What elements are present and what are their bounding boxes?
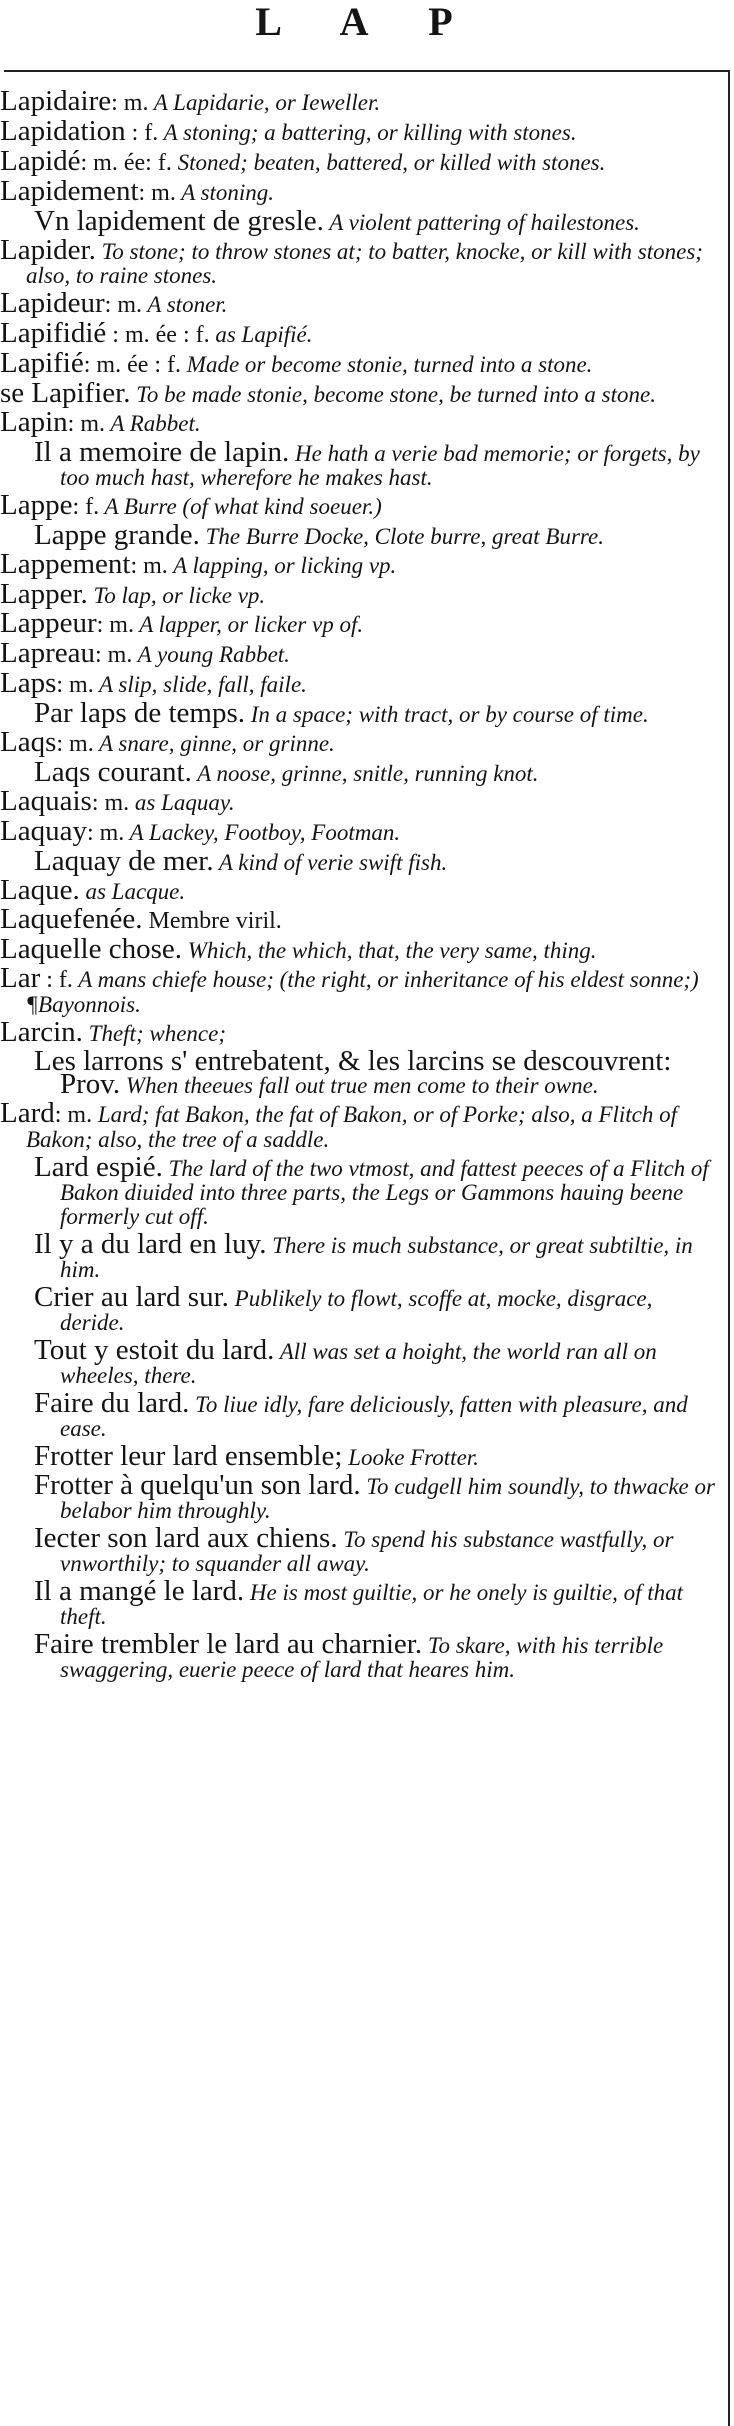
- entry-definition: To stone; to throw stones at; to batter, knocke, or kill with stones; also, to raine stones.: [26, 239, 703, 288]
- entry-definition: There is much substance, or great subtiltie, in him.: [60, 1233, 693, 1282]
- entry-grammar: : m. ée: f.: [80, 150, 172, 176]
- entry-definition: To skare, with his terrible swaggering, euerie peece of lard that heares him.: [60, 1633, 664, 1682]
- dictionary-entry: [0, 607, 722, 639]
- entry-headword: Lapider.: [0, 234, 96, 266]
- entry-definition: A lapping, or licking vp.: [167, 553, 397, 578]
- sub-entry: [34, 1281, 722, 1335]
- entry-grammar: : m.: [138, 180, 176, 206]
- sub-entry: [34, 1440, 722, 1472]
- entry-headword: Lappe grande.: [34, 519, 200, 551]
- sub-entry: [34, 519, 722, 551]
- dictionary-entry: [0, 1016, 722, 1048]
- entry-definition: In a space; with tract, or by course of time.: [245, 702, 649, 727]
- entry-headword: Lapidaire: [0, 85, 112, 117]
- dictionary-entries: [0, 85, 722, 1686]
- dictionary-entry: [0, 933, 722, 965]
- entry-headword: Lapin: [0, 406, 68, 438]
- sub-entry: [34, 436, 722, 490]
- dictionary-entry: [0, 667, 722, 699]
- entry-definition: All was set a hoight, the world ran all on wheeles, there.: [60, 1339, 657, 1388]
- entry-definition: A stoner.: [142, 292, 228, 317]
- entry-definition: A mans chiefe house; (the right, or inheritance of his eldest sonne;) ¶Bayonnois.: [26, 967, 699, 1017]
- entry-headword: Iecter son lard aux chiens.: [34, 1522, 338, 1554]
- entry-definition: Theft; whence;: [82, 1021, 226, 1046]
- entry-definition: Looke Frotter.: [342, 1445, 479, 1470]
- entry-headword: Lapifié: [0, 347, 84, 379]
- entry-headword: Laquais: [0, 785, 92, 817]
- entry-definition: A snare, ginne, or grinne.: [93, 731, 335, 756]
- sub-entry: [34, 1334, 722, 1388]
- entry-grammar: : m.: [56, 672, 94, 698]
- entry-grammar: : f.: [40, 967, 73, 993]
- entry-grammar: : m.: [56, 731, 94, 757]
- entry-headword: Lard espié.: [34, 1151, 163, 1183]
- entry-grammar: : m.: [67, 411, 105, 437]
- entry-definition: A slip, slide, fall, faile.: [93, 672, 307, 697]
- entry-grammar: : m. ée : f.: [83, 352, 182, 378]
- dictionary-entry: [0, 1097, 722, 1152]
- entry-headword: Larcin.: [0, 1016, 83, 1048]
- entry-grammar: : m.: [111, 90, 149, 116]
- dictionary-entry: [0, 815, 722, 847]
- dictionary-entry: [0, 548, 722, 580]
- entry-definition: A lapper, or licker vp of.: [133, 612, 364, 637]
- entry-definition: Lard; fat Bakon, the fat of Bakon, or of Porke; also, a Flitch of Bakon; also, the tree of a saddle.: [26, 1102, 678, 1152]
- entry-grammar: : m. ée : f.: [106, 322, 210, 348]
- dictionary-entry: [0, 874, 722, 906]
- running-head: L A P: [255, 0, 479, 44]
- dictionary-entry: [0, 234, 722, 288]
- entry-definition: To be made stonie, become stone, be turned into a stone.: [130, 382, 656, 407]
- entry-definition: as Laquay.: [129, 790, 235, 815]
- entry-definition: To cudgell him soundly, to thwacke or belabor him throughly.: [60, 1474, 715, 1523]
- entry-headword: Laqs courant.: [34, 756, 192, 788]
- entry-headword: Frotter à quelqu'un son lard.: [34, 1469, 361, 1501]
- entry-grammar: : m.: [130, 553, 168, 579]
- entry-headword: Faire trembler le lard au charnier.: [34, 1628, 423, 1660]
- entry-headword: Laquay: [0, 815, 87, 847]
- sub-entry: [34, 1151, 722, 1229]
- entry-definition: as Lacque.: [79, 879, 186, 904]
- dictionary-entry: [0, 287, 722, 319]
- entry-definition: To liue idly, fare deliciously, fatten with pleasure, and ease.: [60, 1392, 688, 1441]
- entry-definition: To lap, or licke vp.: [87, 583, 266, 608]
- entry-grammar: : m.: [91, 790, 130, 816]
- sub-entry: [34, 1469, 722, 1523]
- entry-headword: Laquay de mer.: [34, 845, 214, 877]
- entry-definition: Stoned; beaten, battered, or killed with stones.: [171, 150, 606, 175]
- entry-definition: Publikely to flowt, scoffe at, mocke, disgrace, deride.: [60, 1286, 653, 1335]
- entry-headword: Lapideur: [0, 287, 105, 319]
- entry-grammar: : m.: [96, 612, 134, 638]
- entry-grammar: : f.: [72, 494, 100, 520]
- entry-headword: Laquelle chose.: [0, 933, 182, 965]
- dictionary-entry: [0, 347, 722, 379]
- sub-entry: [34, 1228, 722, 1282]
- entry-grammar: : m.: [104, 292, 143, 318]
- entry-headword: Il a mangé le lard.: [34, 1575, 245, 1607]
- entry-headword: Faire du lard.: [34, 1387, 190, 1419]
- entry-definition: When theeues fall out true men come to their owne.: [120, 1073, 599, 1098]
- entry-headword: Lappeur: [0, 607, 97, 639]
- entry-headword: se Lapifier.: [0, 377, 131, 409]
- entry-headword: Lar: [0, 962, 41, 994]
- dictionary-entry: [0, 726, 722, 758]
- entry-headword: Lapidation: [0, 115, 126, 147]
- entry-definition: A stoning.: [175, 180, 275, 205]
- dictionary-entry: [0, 115, 722, 147]
- sub-entry: [34, 845, 722, 877]
- entry-definition: A Rabbet.: [105, 411, 201, 436]
- entry-headword: Lapidé: [0, 145, 81, 177]
- entry-headword: Lard: [0, 1097, 55, 1129]
- sub-entry: [34, 1387, 722, 1441]
- sub-entry: [34, 1522, 722, 1576]
- entry-grammar: : f.: [125, 120, 159, 146]
- entry-headword: Laque.: [0, 874, 80, 906]
- entry-headword: Laps: [0, 667, 57, 699]
- entry-definition: He hath a verie bad memorie; or forgets, by too much hast, wherefore he makes hast.: [60, 441, 700, 490]
- entry-grammar: Membre viril.: [142, 908, 282, 934]
- entry-headword: Lappe: [0, 489, 73, 521]
- entry-headword: Lappement: [0, 548, 131, 580]
- entry-definition: The Burre Docke, Clote burre, great Burre.: [199, 524, 604, 549]
- dictionary-entry: [0, 85, 722, 117]
- sub-entry: [34, 1628, 722, 1682]
- column-rule: [728, 72, 730, 2426]
- dictionary-entry: [0, 145, 722, 177]
- entry-headword: Vn lapidement de gresle.: [34, 205, 324, 237]
- entry-headword: Lapper.: [0, 578, 88, 610]
- entry-definition: A kind of verie swift fish.: [213, 850, 448, 875]
- sub-entry: [34, 205, 722, 237]
- dictionary-entry: [0, 317, 722, 349]
- sub-entry: [34, 1575, 722, 1629]
- dictionary-entry: [0, 406, 722, 438]
- entry-definition: Made or become stonie, turned into a stone.: [181, 352, 593, 377]
- entry-definition: A violent pattering of hailestones.: [323, 210, 640, 235]
- entry-definition: A young Rabbet.: [132, 642, 290, 667]
- entry-headword: Les larrons s' entrebatent, & les larcins se descouvrent: Prov.: [34, 1045, 672, 1100]
- sub-entry: [34, 1045, 722, 1100]
- entry-definition: A Lapidarie, or Ieweller.: [148, 90, 381, 115]
- header-rule: [4, 70, 730, 72]
- sub-entry: [34, 756, 722, 788]
- dictionary-entry: [0, 637, 722, 669]
- entry-definition: as Lapifié.: [209, 322, 313, 347]
- dictionary-entry: [0, 377, 722, 409]
- entry-grammar: : m.: [95, 642, 133, 668]
- dictionary-entry: [0, 175, 722, 207]
- dictionary-entry: [0, 489, 722, 521]
- entry-headword: Lapreau: [0, 637, 95, 669]
- entry-definition: He is most guiltie, or he onely is guiltie, of that theft.: [60, 1580, 684, 1629]
- entry-headword: Lapidement: [0, 175, 139, 207]
- entry-definition: Which, the which, that, the very same, thing.: [181, 938, 597, 963]
- entry-headword: Laquefenée.: [0, 903, 143, 935]
- entry-headword: Laqs: [0, 726, 57, 758]
- entry-headword: Lapifidié: [0, 317, 107, 349]
- entry-definition: The lard of the two vtmost, and fattest peeces of a Flitch of Bakon diuided into three parts, the Legs or Gammons hauing beene formerly cut off.: [60, 1156, 709, 1229]
- entry-definition: A stoning; a battering, or killing with stones.: [158, 120, 577, 145]
- entry-headword: Frotter leur lard ensemble;: [34, 1440, 343, 1472]
- sub-entry: [34, 697, 722, 729]
- entry-headword: Il y a du lard en luy.: [34, 1228, 267, 1260]
- entry-headword: Par laps de temps.: [34, 697, 246, 729]
- dictionary-entry: [0, 962, 722, 1017]
- dictionary-entry: [0, 785, 722, 817]
- entry-definition: A noose, grinne, snitle, running knot.: [191, 761, 539, 786]
- dictionary-entry: [0, 903, 722, 935]
- entry-definition: A Lackey, Footboy, Footman.: [124, 820, 401, 845]
- entry-headword: Tout y estoit du lard.: [34, 1334, 275, 1366]
- entry-headword: Il a memoire de lapin.: [34, 436, 290, 468]
- entry-grammar: : m.: [86, 820, 125, 846]
- entry-definition: A Burre (of what kind soeuer.): [99, 494, 382, 519]
- entry-definition: To spend his substance wastfully, or vnworthily; to squander all away.: [60, 1527, 674, 1576]
- entry-headword: Crier au lard sur.: [34, 1281, 229, 1313]
- dictionary-entry: [0, 578, 722, 610]
- entry-grammar: : m.: [54, 1102, 93, 1128]
